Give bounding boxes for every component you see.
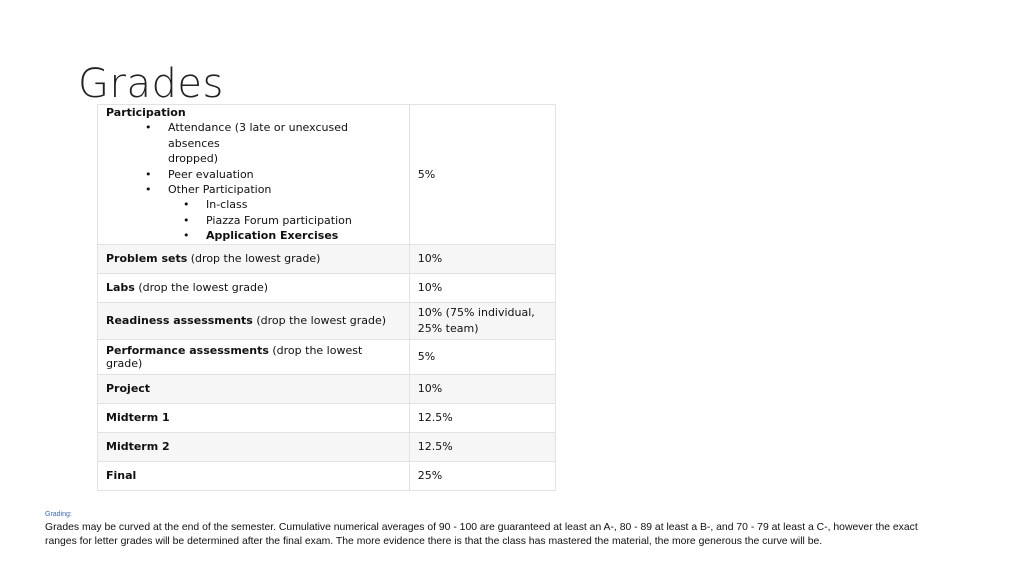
row-name: Problem sets (106, 252, 188, 266)
list-item-piazza (106, 213, 401, 228)
table-row-participation (98, 105, 556, 245)
other-participation-text: Other Participation (168, 183, 272, 197)
bullet-icon: • (183, 229, 190, 243)
bullet-icon: • (145, 183, 152, 197)
table-row-final (98, 461, 556, 490)
participation-weight: 5% (409, 105, 555, 245)
row-note: (drop the lowest grade) (134, 281, 269, 295)
attendance-text-b: dropped) (168, 152, 218, 166)
row-weight-line-a: 10% (75% individual, (417, 306, 535, 320)
grading-label: Grading: (45, 511, 72, 518)
table-row-performance-assessments (98, 339, 556, 374)
bullet-icon: • (183, 213, 190, 227)
grades-table (97, 104, 556, 491)
bullet-icon: • (145, 121, 152, 135)
piazza-text: Piazza Forum participation (206, 213, 352, 227)
row-name: Final (106, 469, 137, 483)
row-name: Labs (106, 281, 135, 295)
row-weight (409, 302, 555, 339)
row-name: Project (106, 382, 151, 396)
row-note: (drop the lowest grade) (187, 252, 321, 266)
row-weight: 12.5% (409, 432, 555, 461)
slide-title: Grades (78, 61, 224, 107)
row-name: Readiness assessments (106, 314, 253, 328)
participation-cell (98, 105, 410, 245)
grading-text: Grades may be curved at the end of the semester. Cumulative numerical averages of 90 - 100 are guaranteed at least an A-, 80 - 89 at least a B-, and 70 - 79 at least a C-, however the exact ranges for letter grades will be determined after the final exam. The more evidence there is that the class has mastered the material, the more generous the curve will be. (45, 522, 918, 547)
participation-heading: Participation (106, 106, 186, 119)
table-row-project (98, 374, 556, 403)
list-item-other-participation (106, 182, 401, 197)
row-weight-line-b: 25% team) (417, 321, 479, 335)
list-item-in-class (106, 197, 401, 212)
attendance-text-a: Attendance (3 late or unexcused absences (168, 121, 348, 150)
list-item-peer-evaluation (106, 167, 401, 182)
in-class-text: In-class (206, 198, 248, 212)
row-weight: 12.5% (409, 403, 555, 432)
table-row-problem-sets (98, 244, 556, 273)
row-note: (drop the lowest grade) (252, 314, 387, 328)
bullet-icon: • (145, 167, 152, 181)
list-item-application-exercises (106, 228, 401, 243)
table-row-midterm-1 (98, 403, 556, 432)
grading-footer (45, 510, 945, 548)
peer-evaluation-text: Peer evaluation (168, 167, 254, 181)
row-name: Midterm 2 (106, 440, 170, 454)
row-name: Midterm 1 (106, 411, 170, 425)
row-weight: 10% (409, 273, 555, 302)
table-row-labs (98, 273, 556, 302)
row-weight: 10% (409, 244, 555, 273)
list-item-attendance (106, 120, 401, 151)
row-name: Performance assessments (106, 343, 269, 357)
row-weight: 25% (409, 461, 555, 490)
row-note: (drop the lowest grade) (106, 343, 363, 370)
table-row-midterm-2 (98, 432, 556, 461)
row-weight: 5% (409, 339, 555, 374)
bullet-icon: • (183, 198, 190, 212)
application-exercises-text: Application Exercises (206, 229, 339, 243)
row-weight: 10% (409, 374, 555, 403)
table-row-readiness-assessments (98, 302, 556, 339)
